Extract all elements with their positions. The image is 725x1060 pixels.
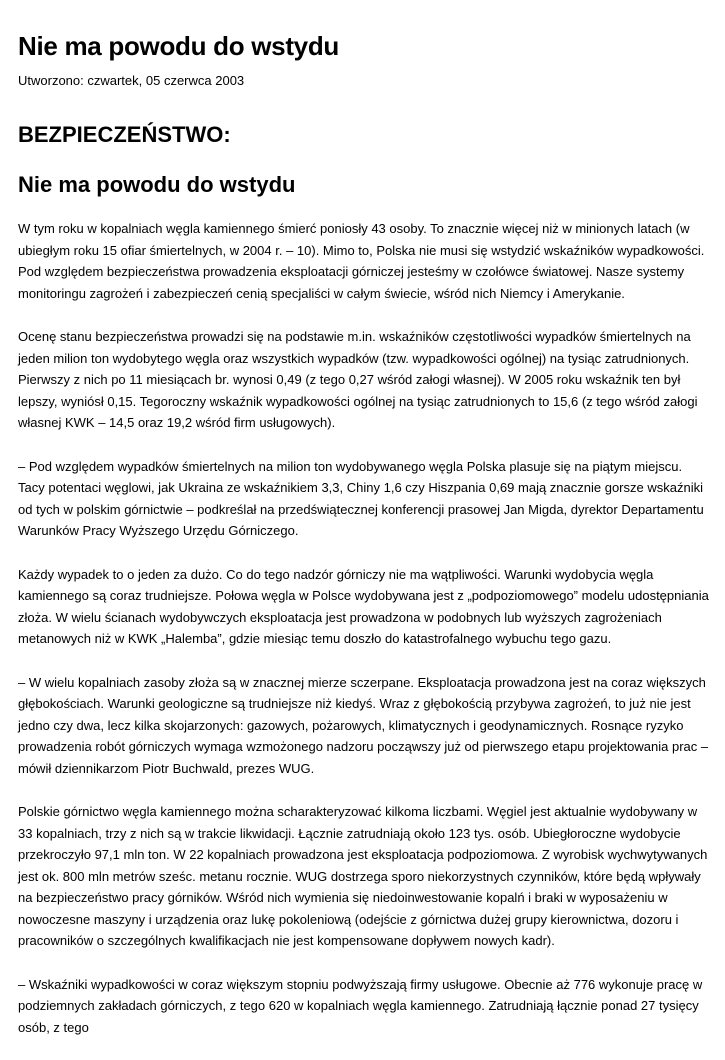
article-body (18, 218, 710, 1038)
paragraph: Polskie górnictwo węgla kamiennego można scharakteryzować kilkoma liczbami. Węgiel jest aktualnie wydobywany w 33 kopalniach, trzy z nich są w trakcie likwidacji. Łącznie zatrudniają około 123 tys. osób. Ubiegłoroczne wydobycie przekroczyło 97,1 mln ton. W 22 kopalniach prowadzona jest eksploatacja podpoziomowa. Z wyrobisk wychwytywanych jest ok. 800 mln metrów sześc. metanu rocznie. WUG dostrzega sporo niekorzystnych czynników, które będą wpływały na bezpieczeństwo pracy górników. Wśród nich wymienia się niedoinwestowanie kopalń i braki w wyposażeniu w nowoczesne maszyny i urządzenia oraz lukę pokoleniową (odejście z górnictwa dużej grupy kierownictwa, dozoru i pracowników o szczególnych kwalifikacjach nie jest kompensowane dopływem nowych kadr). (18, 804, 708, 948)
paragraph: – W wielu kopalniach zasoby złoża są w znacznej mierze sczerpane. Eksploatacja prowadzona jest na coraz większych głębokościach. Warunki geologiczne są trudniejsze niż kiedyś. Wraz z głębokością przybywa zagrożeń, to już nie jest jedno czy dwa, lecz kilka skojarzonych: gazowych, pożarowych, klimatycznych i geodynamicznych. Rosnące ryzyko prowadzenia robót górniczych wymaga wzmożonego nadzoru począwszy już od pierwszego etapu projektowania prac – mówił dziennikarzom Piotr Buchwald, prezes WUG. (18, 674, 709, 776)
paragraph: – Wskaźniki wypadkowości w coraz większym stopniu podwyższają firmy usługowe. Obecnie aż 776 wykonuje pracę w podziemnych zakładach górniczych, z tego 620 w kopalniach węgla kamiennego. Zatrudniają łącznie ponad 27 tysięcy osób, z tego (18, 976, 703, 1035)
article-title: Nie ma powodu do wstydu (18, 172, 296, 197)
document-page (18, 0, 710, 1060)
page-title: Nie ma powodu do wstydu (18, 31, 339, 61)
section-heading: BEZPIECZEŃSTWO: (18, 122, 231, 147)
created-date: Utworzono: czwartek, 05 czerwca 2003 (18, 73, 245, 88)
paragraph: W tym roku w kopalniach węgla kamiennego śmierć poniosły 43 osoby. To znacznie więcej niż w minionych latach (w ubiegłym roku 15 ofiar śmiertelnych, w 2004 r. – 10). Mimo to, Polska nie musi się wstydzić wskaźników wypadkowości. Pod względem bezpieczeństwa prowadzenia eksploatacji górniczej jesteśmy w czołówce światowej. Nasze systemy monitoringu zagrożeń i zabezpieczeń cenią specjaliści w całym świecie, wśród nich Niemcy i Amerykanie. (18, 221, 705, 301)
paragraph: Ocenę stanu bezpieczeństwa prowadzi się na podstawie m.in. wskaźników częstotliwości wypadków śmiertelnych na jeden milion ton wydobytego węgla oraz wszystkich wypadków (tzw. wypadkowości ogólnej) na tysiąc zatrudnionych. Pierwszy z nich po 11 miesiącach br. wynosi 0,49 (z tego 0,27 wśród załogi własnej). W 2005 roku wskaźnik ten był lepszy, wyniósł 0,15. Tegoroczny wskaźnik wypadkowości ogólnej na tysiąc zatrudnionych to 15,6 (z tego wśród załogi własnej KWK – 14,5 oraz 19,2 wśród firm usługowych). (18, 329, 698, 430)
paragraph: Każdy wypadek to o jeden za dużo. Co do tego nadzór górniczy nie ma wątpliwości. Warunki wydobycia węgla kamiennego są coraz trudniejsze. Połowa węgla w Polsce wydobywana jest z „podpoziomowego” modelu udostępniania złoża. W wielu ścianach wydobywczych eksploatacja jest prowadzona w podobnych lub wyższych zagrożeniach metanowych niż w KWK „Halemba”, gdzie miesiąc temu doszło do katastrofalnego wybuchu tego gazu. (18, 566, 709, 646)
paragraph: – Pod względem wypadków śmiertelnych na milion ton wydobywanego węgla Polska plasuje się na piątym miejscu. Tacy potentaci węglowi, jak Ukraina ze wskaźnikiem 3,3, Chiny 1,6 czy Hiszpania 0,69 mają znacznie gorsze wskaźniki od tych w polskim górnictwie – podkreślał na przedświątecznej konferencji prasowej Jan Migda, dyrektor Departamentu Warunków Pracy Wyższego Urzędu Górniczego. (18, 458, 704, 538)
